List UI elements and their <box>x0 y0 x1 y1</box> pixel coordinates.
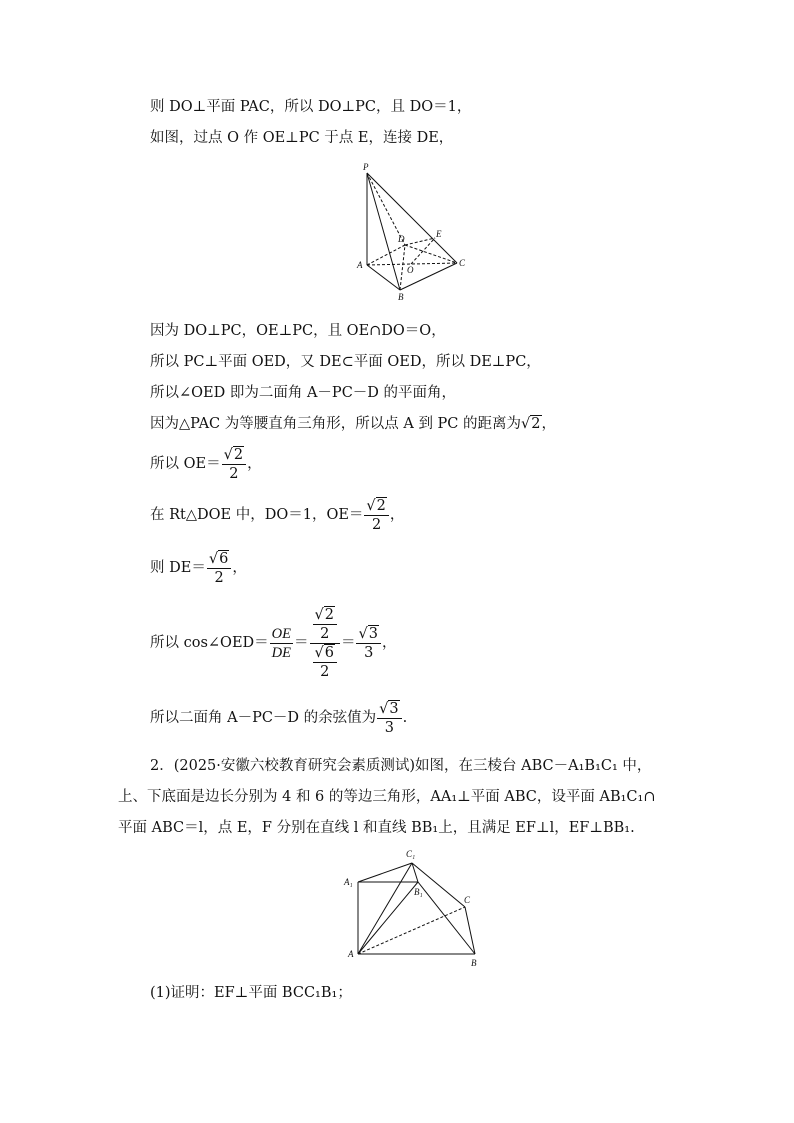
fraction-sqrt2-over-2: $\frac{√2}{2}$ <box>364 497 388 534</box>
fraction-OE-over-DE: $\frac{OE}{DE}$ <box>271 625 291 661</box>
fraction-sqrt3-over-3: $\frac{√3}{3}$ <box>356 625 380 662</box>
fraction-sqrt3-over-3: $\frac{√3}{3}$ <box>377 700 401 737</box>
frustum-figure <box>338 845 488 970</box>
text-line-5: 所以∠OED 即为二面角 A－PC－D 的平面角， <box>150 385 457 401</box>
text-line-7: 所以 OE＝ $\frac{√2}{2}$ ， <box>150 446 262 482</box>
label-A: A <box>348 949 354 959</box>
pyramid-figure <box>352 160 472 306</box>
text-line-3: 因为 DO⊥PC，OE⊥PC，且 OE∩DO＝O， <box>150 323 446 339</box>
label-B: B <box>398 292 404 302</box>
label-B: B <box>471 958 477 968</box>
label-A1: A₁ <box>344 877 353 887</box>
label-C1: C₁ <box>406 849 416 859</box>
label-E: E <box>436 229 442 239</box>
compound-fraction: $\frac{\frac{√2}{2}}{\frac{√6}{2}}$ <box>310 606 340 681</box>
fraction-sqrt6-over-2: $\frac{√6}{2}$ <box>207 550 231 587</box>
text-line-10: 所以 cos∠OED＝ $\frac{OE}{DE}$ ＝ $\frac{\frac{√2}{2}}{\frac{√6}{2}}$ ＝ $\frac{√3}{3}$ ， <box>150 606 397 680</box>
label-C: C <box>464 895 471 905</box>
text-line-4: 所以 PC⊥平面 OED，又 DE⊂平面 OED，所以 DE⊥PC， <box>150 354 541 370</box>
label-O: O <box>407 265 414 275</box>
label-C: C <box>459 258 466 268</box>
label-A: A <box>357 260 363 270</box>
fraction-sqrt2-over-2: $\frac{√2}{2}$ <box>222 446 246 483</box>
text-line-11: 所以二面角 A－PC－D 的余弦值为 $\frac{√3}{3}$ . <box>150 700 408 736</box>
question-1: (1)证明：EF⊥平面 BCC₁B₁； <box>150 985 352 1001</box>
text-line-9: 则 DE＝ $\frac{√6}{2}$ ， <box>150 550 247 586</box>
text-line-1: 则 DO⊥平面 PAC，所以 DO⊥PC，且 DO＝1， <box>150 99 472 115</box>
label-B1: B₁ <box>414 887 423 897</box>
problem-2-line-3: 平面 ABC＝l，点 E，F 分别在直线 l 和直线 BB₁上，且满足 EF⊥l，EF⊥BB₁. <box>118 820 635 836</box>
problem-2-line-1: 2．(2025·安徽六校教育研究会素质测试)如图，在三棱台 ABC－A₁B₁C₁ 中， <box>150 758 652 774</box>
label-P: P <box>363 162 369 172</box>
text-line-6: 因为△PAC 为等腰直角三角形，所以点 A 到 PC 的距离为√2， <box>150 416 556 432</box>
text-line-2: 如图，过点 O 作 OE⊥PC 于点 E，连接 DE， <box>150 130 454 146</box>
label-D: D <box>398 234 405 244</box>
text-line-8: 在 Rt△DOE 中，DO＝1，OE＝ $\frac{√2}{2}$ ， <box>150 497 405 533</box>
problem-2-line-2: 上、下底面是边长分别为 4 和 6 的等边三角形，AA₁⊥平面 ABC，设平面 AB₁C₁∩ <box>118 789 656 805</box>
